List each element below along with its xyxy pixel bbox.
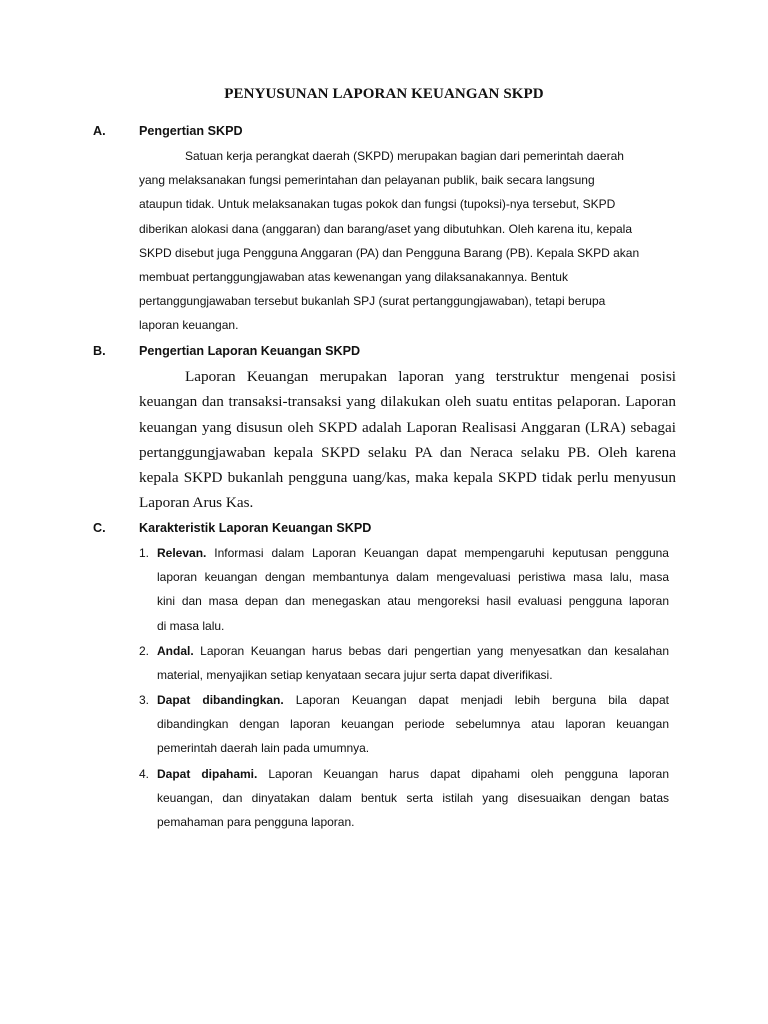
list-item-term: Dapat dibandingkan. bbox=[157, 693, 284, 707]
list-item-body bbox=[157, 762, 669, 835]
list-item-line: keuangan, dan dinyatakan dalam bentuk serta istilah yang disesuaikan dengan batas bbox=[157, 791, 669, 806]
list-number: 3. bbox=[139, 693, 150, 707]
section-title: Pengertian SKPD bbox=[139, 124, 243, 138]
section-a-paragraph bbox=[139, 144, 669, 338]
list-item-body bbox=[157, 541, 669, 638]
paragraph-line: keuangan yang disusun oleh SKPD adalah Laporan Realisasi Anggaran (LRA) sebagai bbox=[139, 418, 676, 436]
paragraph-line: Laporan Arus Kas. bbox=[139, 494, 254, 512]
paragraph-line: Satuan kerja perangkat daerah (SKPD) merupakan bagian dari pemerintah daerah bbox=[185, 149, 624, 163]
list-item-term: Andal. bbox=[157, 644, 194, 658]
paragraph-line: yang melaksanakan fungsi pemerintahan dan pelayanan publik, baik secara langsung bbox=[139, 173, 595, 188]
paragraph-line: diberikan alokasi dana (anggaran) dan barang/aset yang dibutuhkan. Oleh karena itu, kepala bbox=[139, 221, 633, 236]
paragraph-line: keuangan dan transaksi-transaksi yang dilakukan oleh suatu entitas pelaporan. Laporan bbox=[139, 393, 676, 411]
list-number: 4. bbox=[139, 767, 150, 781]
section-marker: C. bbox=[93, 521, 106, 535]
list-item-line: Laporan Keuangan harus bebas dari pengertian yang menyesatkan dan kesalahan bbox=[200, 644, 669, 658]
document-title: PENYUSUNAN LAPORAN KEUANGAN SKPD bbox=[224, 86, 544, 102]
list-item-line: material, menyajikan setiap kenyataan secara jujur serta dapat diverifikasi. bbox=[157, 668, 553, 683]
paragraph-line: laporan keuangan. bbox=[139, 318, 239, 333]
list-item-line: Informasi dalam Laporan Keuangan dapat mempengaruhi keputusan pengguna bbox=[214, 546, 669, 560]
list-item-line: Laporan Keuangan dapat menjadi lebih berguna bila dapat bbox=[295, 693, 669, 707]
paragraph-line: pertanggungjawaban kepala SKPD selaku PA dan Neraca selaku PB. Oleh karena bbox=[139, 443, 676, 461]
list-item-line: kini dan masa depan dan menegaskan atau mengoreksi hasil evaluasi pengguna laporan bbox=[157, 594, 669, 609]
list-item-term: Relevan. bbox=[157, 546, 207, 560]
section-marker: B. bbox=[93, 344, 106, 358]
list-item-term: Dapat dipahami. bbox=[157, 767, 258, 781]
section-title: Pengertian Laporan Keuangan SKPD bbox=[139, 344, 361, 358]
paragraph-line: SKPD disebut juga Pengguna Anggaran (PA) dan Pengguna Barang (PB). Kepala SKPD akan bbox=[139, 245, 640, 260]
list-item-line: di masa lalu. bbox=[157, 618, 225, 633]
paragraph-line: membuat pertanggungjawaban atas kewenangan yang dilaksanakannya. Bentuk bbox=[139, 270, 568, 285]
paragraph-line: kepala SKPD bukanlah pengguna uang/kas, maka kepala SKPD tidak perlu menyusun bbox=[139, 469, 676, 487]
list-item-line: laporan keuangan dengan membantunya dalam mengevaluasi peristiwa masa lalu, masa bbox=[157, 570, 669, 585]
section-b-paragraph bbox=[139, 364, 676, 516]
list-number: 1. bbox=[139, 546, 150, 560]
paragraph-line: pertanggungjawaban tersebut bukanlah SPJ (surat pertanggungjawaban), tetapi berupa bbox=[139, 294, 606, 309]
list-item-line: dibandingkan dengan laporan keuangan periode sebelumnya atau laporan keuangan bbox=[157, 717, 669, 732]
list-item-body bbox=[157, 639, 669, 687]
section-marker: A. bbox=[93, 124, 106, 138]
list-item-line: pemerintah daerah lain pada umumnya. bbox=[157, 741, 370, 756]
paragraph-line: Laporan Keuangan merupakan laporan yang terstruktur mengenai posisi bbox=[185, 368, 676, 385]
list-number: 2. bbox=[139, 644, 150, 658]
section-title: Karakteristik Laporan Keuangan SKPD bbox=[139, 521, 372, 535]
list-item-body bbox=[157, 688, 669, 761]
list-item-line: Laporan Keuangan harus dapat dipahami oleh pengguna laporan bbox=[268, 767, 670, 781]
list-item-line: pemahaman para pengguna laporan. bbox=[157, 815, 355, 830]
paragraph-line: ataupun tidak. Untuk melaksanakan tugas pokok dan fungsi (tupoksi)-nya tersebut, SKPD bbox=[139, 197, 616, 212]
